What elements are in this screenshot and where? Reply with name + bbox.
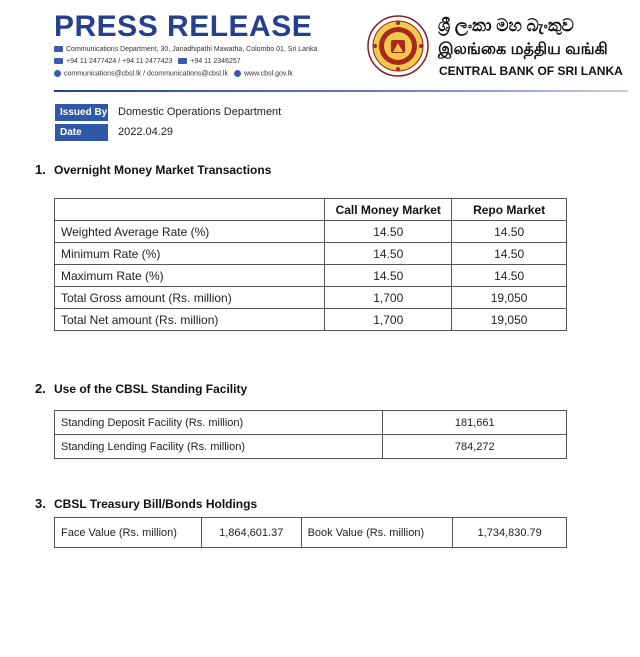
table-header-row (55, 199, 567, 221)
date-label: Date (55, 124, 108, 141)
bank-name-tamil: இலங்கை மத்திய வங்கி (438, 41, 608, 58)
table-row (55, 243, 567, 265)
repo-value: 14.50 (452, 221, 567, 243)
issued-by-label: Issued By (55, 104, 108, 121)
repo-value: 19,050 (452, 287, 567, 309)
table-row (55, 518, 567, 548)
column-header (55, 199, 325, 221)
website-link[interactable]: www.cbsl.gov.lk (243, 70, 293, 78)
face-value: 1,864,601.37 (201, 518, 301, 548)
phone-line (54, 58, 241, 65)
web-line (54, 70, 293, 77)
press-release-title: PRESS RELEASE (54, 10, 313, 43)
column-header: Call Money Market (325, 199, 452, 221)
email-text[interactable]: communications@cbsl.lk / dcommunications@cbsl.lk (64, 70, 228, 78)
table-row (55, 309, 567, 331)
row-label: Total Net amount (Rs. million) (55, 309, 325, 331)
address-text: Communications Department, 30, Janadhipathi Mawatha, Colombo 01, Sri Lanka (66, 46, 318, 53)
row-value: 784,272 (383, 435, 567, 459)
repo-value: 19,050 (452, 309, 567, 331)
standing-facility-table (54, 410, 567, 459)
section-3-number: 3. (35, 496, 46, 511)
row-label: Weighted Average Rate (%) (55, 221, 325, 243)
table-row (55, 411, 567, 435)
row-label: Minimum Rate (%) (55, 243, 325, 265)
bank-name-sinhala: ශ්‍රී ලංකා මහ බැංකුව (438, 16, 574, 35)
fax-icon (178, 58, 187, 64)
call-money-value: 1,700 (325, 287, 452, 309)
header-divider (54, 90, 628, 92)
call-money-value: 14.50 (325, 243, 452, 265)
row-label: Maximum Rate (%) (55, 265, 325, 287)
section-1-number: 1. (35, 162, 46, 177)
repo-value: 14.50 (452, 265, 567, 287)
cbsl-seal-logo (367, 15, 429, 77)
address-line (54, 46, 317, 53)
table-row (55, 287, 567, 309)
globe-icon (234, 70, 241, 77)
issued-by-value: Domestic Operations Department (118, 106, 282, 118)
section-2-title: Use of the CBSL Standing Facility (54, 382, 248, 396)
book-value-label: Book Value (Rs. million) (301, 518, 453, 548)
face-value-label: Face Value (Rs. million) (55, 518, 202, 548)
date-value: 2022.04.29 (118, 126, 174, 138)
treasury-holdings-table (54, 517, 567, 548)
row-label: Total Gross amount (Rs. million) (55, 287, 325, 309)
call-money-value: 14.50 (325, 265, 452, 287)
table-row (55, 265, 567, 287)
call-money-value: 14.50 (325, 221, 452, 243)
section-3-title: CBSL Treasury Bill/Bonds Holdings (54, 497, 258, 511)
repo-value: 14.50 (452, 243, 567, 265)
mail-icon (54, 46, 63, 52)
phone-icon (54, 58, 63, 64)
section-1-title: Overnight Money Market Transactions (54, 163, 272, 177)
email-icon (54, 70, 61, 77)
row-label: Standing Lending Facility (Rs. million) (55, 435, 383, 459)
fax-text: +94 11 2346257 (190, 58, 241, 65)
row-label: Standing Deposit Facility (Rs. million) (55, 411, 383, 435)
phone-text: +94 11 2477424 / +94 11 2477423 (66, 58, 173, 65)
column-header: Repo Market (452, 199, 567, 221)
section-2-number: 2. (35, 381, 46, 396)
row-value: 181,661 (383, 411, 567, 435)
book-value: 1,734,830.79 (453, 518, 567, 548)
bank-name-english: CENTRAL BANK OF SRI LANKA (439, 64, 623, 78)
table-row (55, 435, 567, 459)
money-market-table (54, 198, 567, 331)
table-row (55, 221, 567, 243)
call-money-value: 1,700 (325, 309, 452, 331)
